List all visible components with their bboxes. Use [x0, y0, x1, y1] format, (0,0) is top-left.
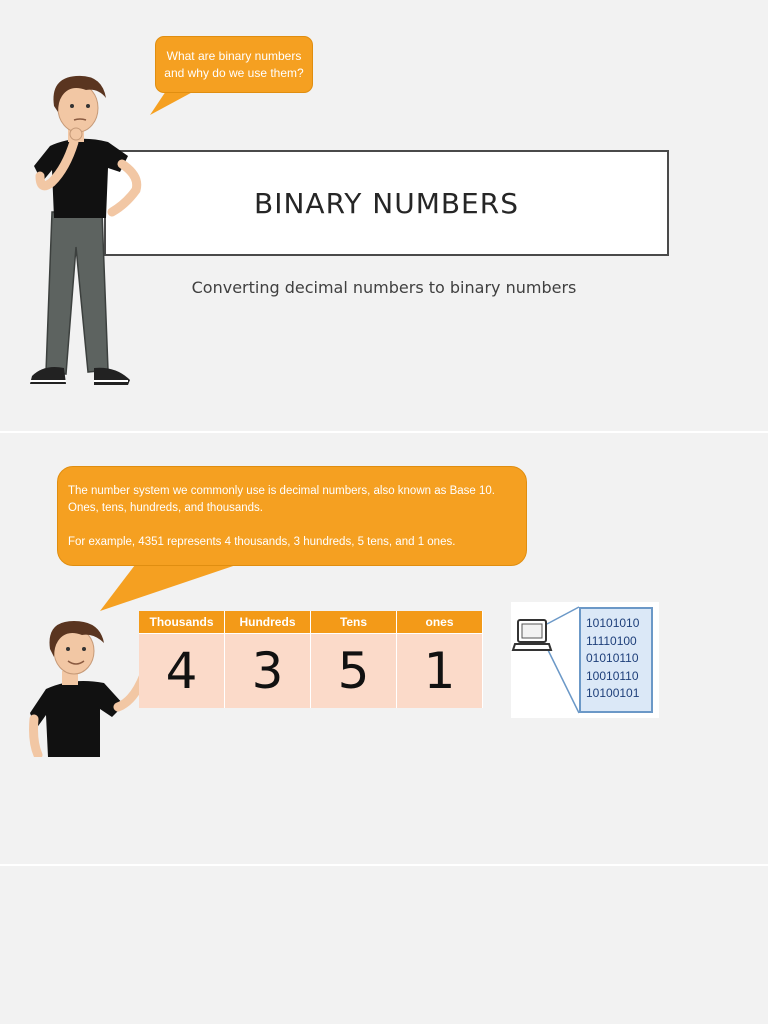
binary-code: 10101010	[586, 616, 640, 630]
digit-ones: 1	[397, 634, 483, 709]
header-ones: ones	[397, 611, 483, 634]
slide-title	[0, 0, 768, 431]
binary-code-list	[579, 607, 653, 713]
binary-code: 01010110	[586, 651, 639, 665]
table-digit-row	[139, 634, 483, 709]
thinking-boy-illustration	[26, 72, 152, 390]
speech-bubble-explanation	[57, 466, 527, 566]
slide-subtitle: Converting decimal numbers to binary numbers	[191, 278, 577, 297]
example-text: For example, 4351 represents 4 thousands, 3 hundreds, 5 tens, and 1 ones.	[68, 536, 456, 548]
slide-decimal-numbers	[0, 433, 768, 864]
title-box	[104, 150, 669, 256]
digit-hundreds: 3	[225, 634, 311, 709]
table-header-row	[139, 611, 483, 634]
explanation-text: The number system we commonly use is decimal numbers, also known as Base 10. Ones, tens, hundreds, and thousands.	[68, 485, 495, 514]
digit-thousands: 4	[139, 634, 225, 709]
header-hundreds: Hundreds	[225, 611, 311, 634]
slide-blank	[0, 866, 768, 1024]
header-tens: Tens	[311, 611, 397, 634]
binary-code: 10010110	[586, 668, 639, 683]
place-value-table	[139, 611, 483, 708]
digit-tens: 5	[311, 634, 397, 709]
slide-title-text: BINARY NUMBERS	[254, 186, 519, 220]
speech-bubble-tail	[98, 561, 258, 615]
speech-bubble-text: What are binary numbers and why do we use them?	[164, 48, 304, 80]
binary-code: 11110100	[586, 633, 637, 648]
binary-code: 10100101	[586, 686, 640, 700]
binary-illustration	[511, 602, 659, 718]
header-thousands: Thousands	[139, 611, 225, 634]
speech-bubble-question	[155, 36, 313, 93]
